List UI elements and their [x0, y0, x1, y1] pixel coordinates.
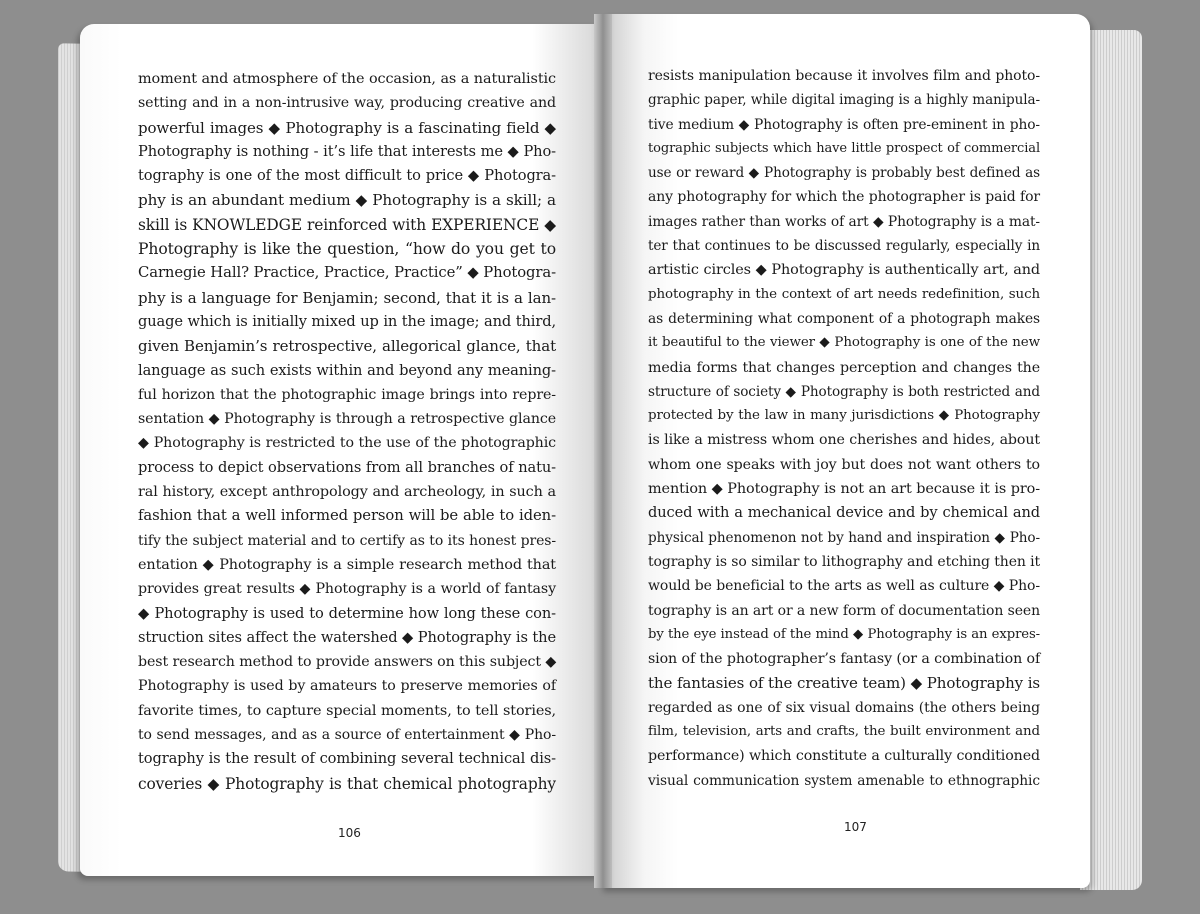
text-line: Photography is used by amateurs to preserve memories of [138, 678, 556, 695]
text-line: fashion that a well informed person will be able to iden- [138, 507, 556, 525]
text-line: Carnegie Hall? Practice, Practice, Practice” ◆ Photogra- [138, 264, 556, 282]
text-line: ful horizon that the photographic image brings into repre- [138, 386, 556, 403]
text-line: is like a mistress whom one cherishes and hides, about [648, 432, 1040, 449]
text-line: tify the subject material and to certify as to its honest pres- [138, 532, 556, 549]
text-line: tive medium ◆ Photography is often pre-eminent in pho- [648, 116, 1040, 133]
text-line: sion of the photographer’s fantasy (or a combination of [648, 651, 1041, 668]
text-line: ◆ Photography is restricted to the use of the photographic [138, 435, 556, 452]
text-line: best research method to provide answers on this subject ◆ [138, 654, 557, 671]
text-line: performance) which constitute a culturally conditioned [648, 748, 1040, 765]
text-line: phy is an abundant medium ◆ Photography is a skill; a [138, 191, 556, 210]
text-line: guage which is initially mixed up in the image; and third, [138, 312, 556, 330]
text-line: artistic circles ◆ Photography is authentically art, and [648, 262, 1040, 279]
text-line: by the eye instead of the mind ◆ Photography is an expres- [648, 626, 1040, 642]
text-line: coveries ◆ Photography is that chemical photography [138, 774, 556, 793]
text-line: phy is a language for Benjamin; second, that it is a lan- [138, 288, 556, 307]
text-line: language as such exists within and beyond any meaning- [138, 361, 556, 379]
text-line: regarded as one of six visual domains (the others being [648, 699, 1040, 716]
text-line: ◆ Photography is used to determine how long these con- [138, 604, 556, 622]
text-line: setting and in a non-intrusive way, producing creative and [138, 95, 556, 112]
text-line: would be beneficial to the arts as well as culture ◆ Pho- [648, 578, 1040, 595]
text-line: struction sites affect the watershed ◆ Photography is the [138, 628, 556, 646]
text-line: as determining what component of a photograph makes [648, 310, 1040, 327]
text-line: to send messages, and as a source of entertainment ◆ Pho- [138, 727, 556, 744]
text-line: tography is one of the most difficult to price ◆ Photogra- [138, 167, 556, 185]
text-line: favorite times, to capture special moments, to tell stories, [138, 702, 556, 719]
text-line: visual communication system amenable to ethnographic [648, 772, 1040, 789]
text-line: media forms that changes perception and changes the [648, 359, 1040, 376]
text-line: images rather than works of art ◆ Photography is a mat- [648, 213, 1040, 230]
left-page-body-text [138, 67, 556, 796]
text-line: mention ◆ Photography is not an art because it is pro- [648, 481, 1040, 498]
text-line: given Benjamin’s retrospective, allegorical glance, that [138, 337, 556, 356]
right-page-body-text [648, 64, 1040, 793]
text-line: skill is KNOWLEDGE reinforced with EXPERIENCE ◆ [138, 215, 556, 234]
text-line: the fantasies of the creative team) ◆ Photography is [648, 674, 1040, 693]
text-line: protected by the law in many jurisdictions ◆ Photography [648, 408, 1040, 424]
text-line: photography in the context of art needs redefinition, such [648, 286, 1040, 302]
text-line: it beautiful to the viewer ◆ Photography is one of the new [648, 335, 1040, 351]
left-page [80, 24, 606, 876]
text-line: duced with a mechanical device and by chemical and [648, 504, 1040, 522]
text-line: powerful images ◆ Photography is a fascinating field ◆ [138, 118, 556, 137]
text-line: graphic paper, while digital imaging is a highly manipula- [648, 92, 1040, 109]
right-page [600, 14, 1090, 888]
text-line: tographic subjects which have little prospect of commercial [648, 140, 1040, 156]
text-line: Photography is like the question, “how do you get to [138, 240, 556, 259]
text-line: ral history, except anthropology and archeology, in such a [138, 484, 556, 501]
text-line: provides great results ◆ Photography is a world of fantasy [138, 581, 556, 598]
text-line: ter that continues to be discussed regularly, especially in [648, 238, 1040, 255]
text-line: process to depict observations from all branches of natu- [138, 458, 556, 476]
right-page-number: 107 [844, 820, 867, 834]
text-line: tography is an art or a new form of documentation seen [648, 602, 1040, 619]
text-line: Photography is nothing - it’s life that interests me ◆ Pho- [138, 142, 556, 160]
text-line: tography is so similar to lithography and etching then it [648, 553, 1041, 570]
text-line: whom one speaks with joy but does not want others to [648, 456, 1040, 473]
text-line: moment and atmosphere of the occasion, as a naturalistic [138, 71, 556, 87]
text-line: structure of society ◆ Photography is both restricted and [648, 383, 1040, 400]
text-line: entation ◆ Photography is a simple research method that [138, 556, 556, 573]
text-line: use or reward ◆ Photography is probably best defined as [648, 165, 1040, 182]
left-page-number: 106 [338, 826, 361, 840]
text-line: tography is the result of combining several technical dis- [138, 750, 556, 768]
text-line: physical phenomenon not by hand and inspiration ◆ Pho- [648, 529, 1040, 546]
book-gutter [594, 14, 612, 888]
text-line: sentation ◆ Photography is through a retrospective glance [138, 411, 556, 428]
text-line: film, television, arts and crafts, the built environment and [648, 724, 1040, 740]
text-line: resists manipulation because it involves film and photo- [648, 68, 1040, 84]
text-line: any photography for which the photographer is paid for [648, 189, 1040, 206]
